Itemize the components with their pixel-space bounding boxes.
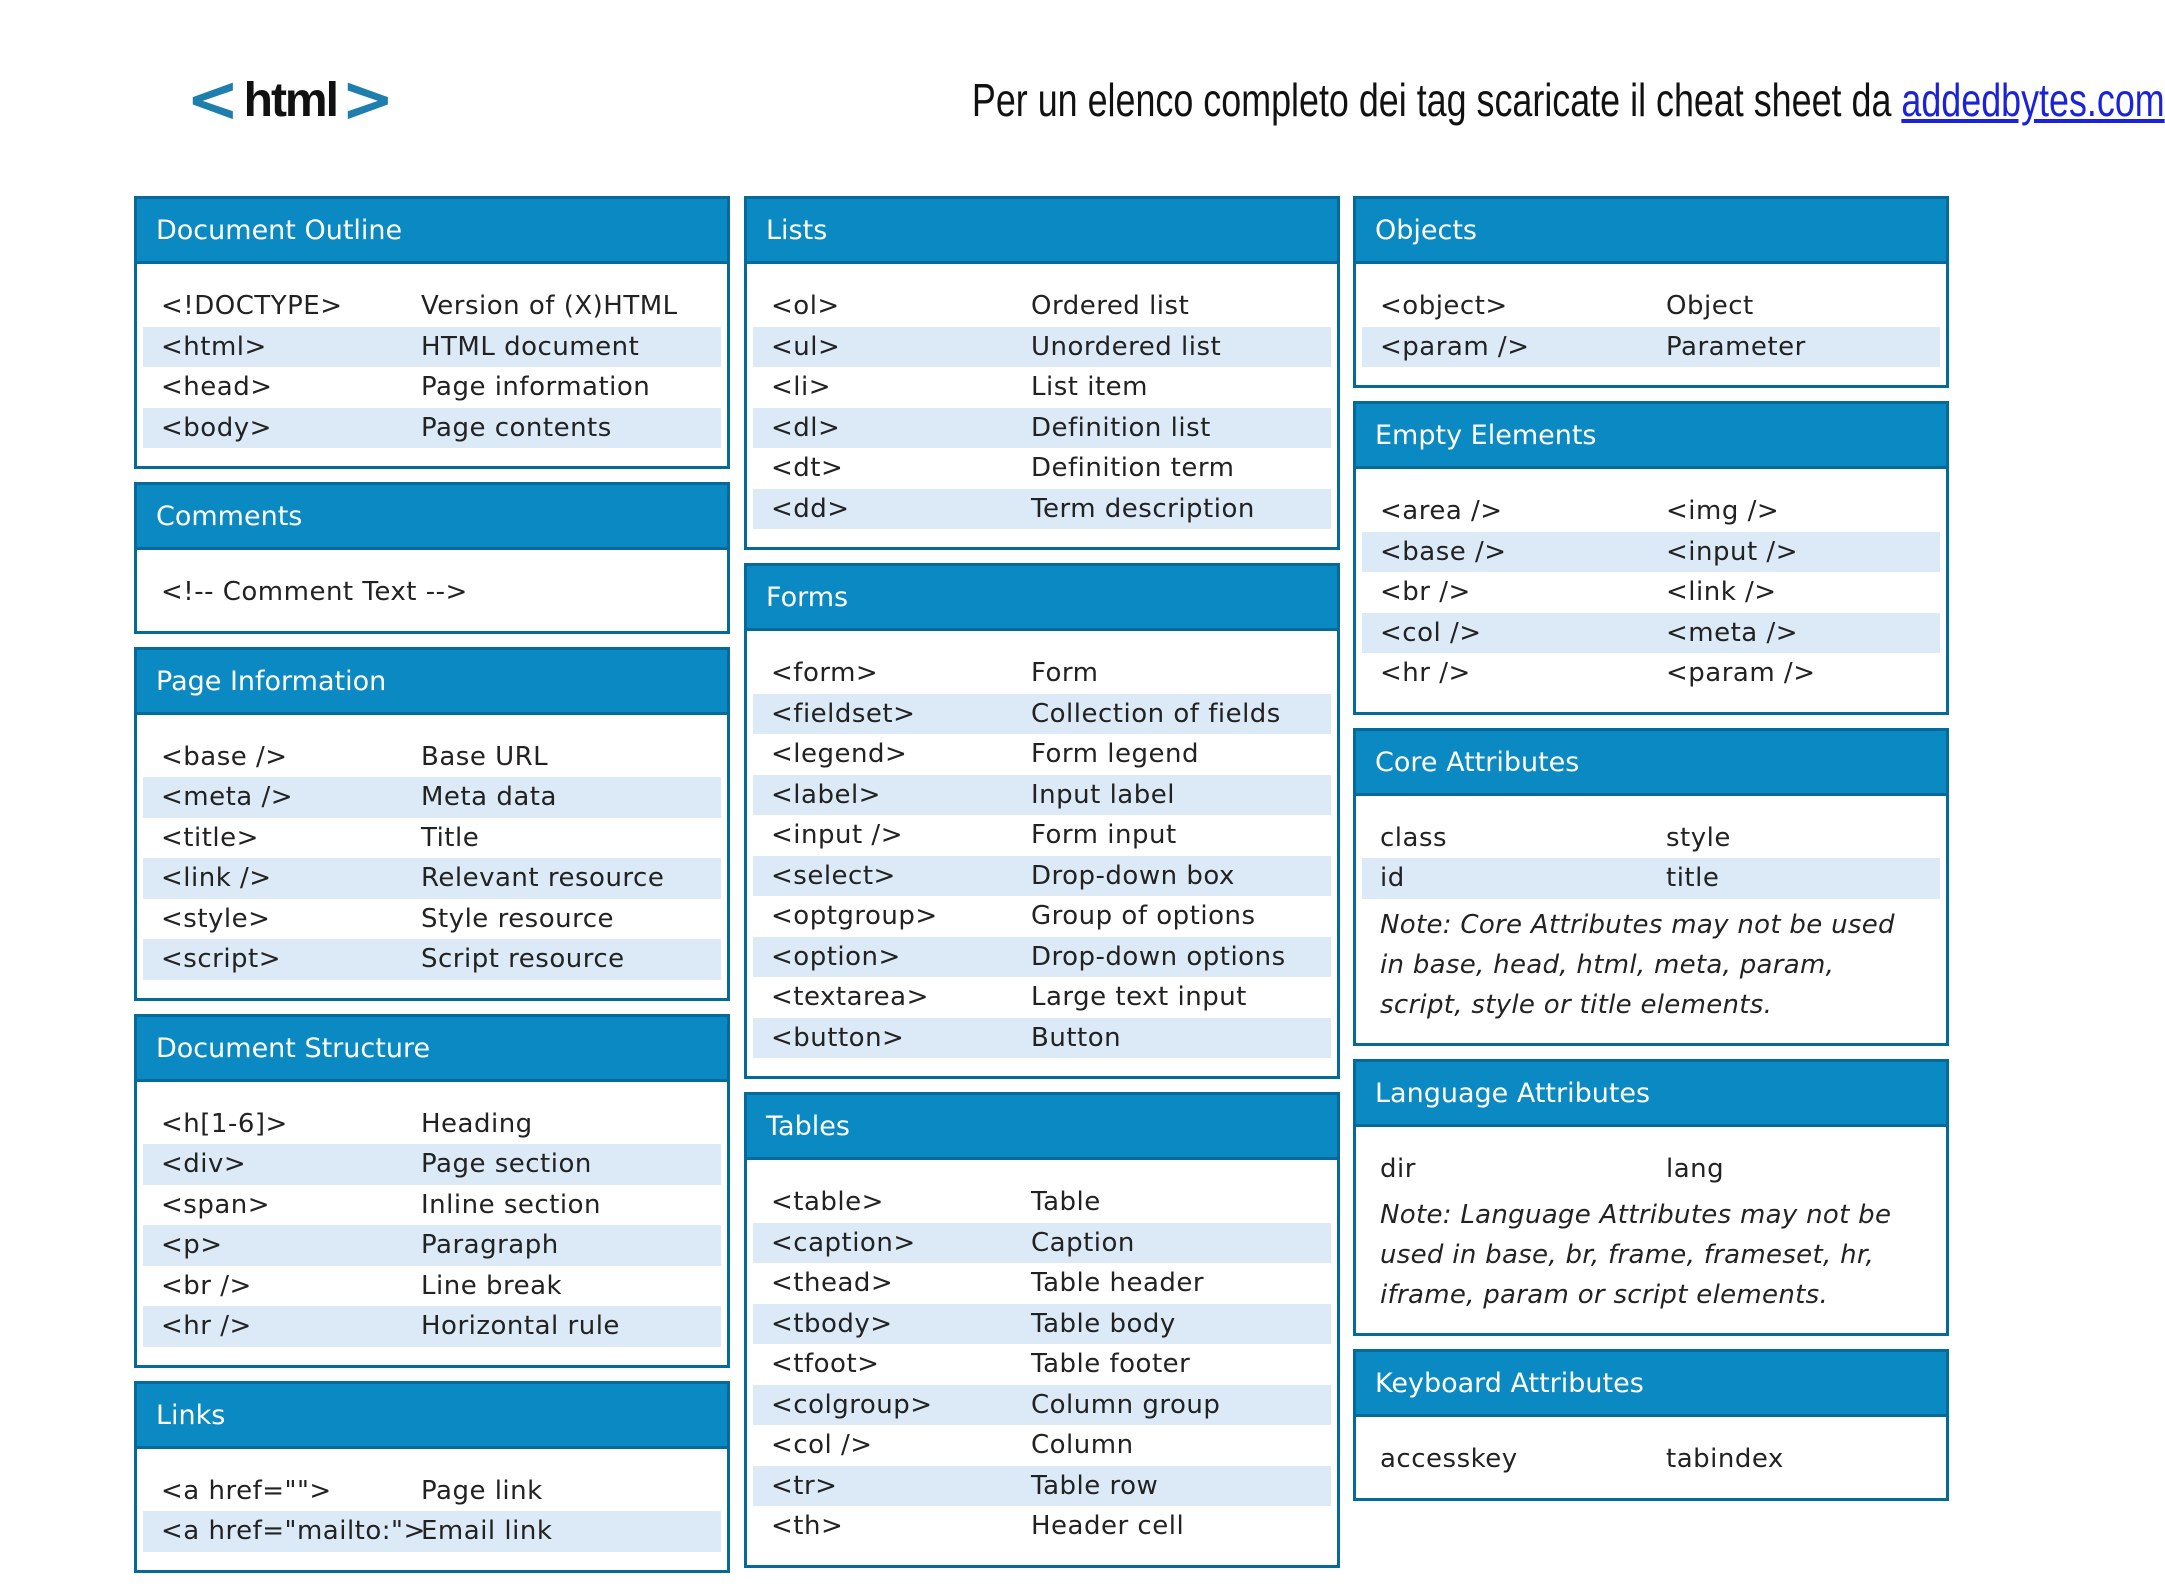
section-body — [137, 264, 727, 466]
description-cell: Title — [421, 822, 480, 853]
description-cell: style — [1666, 822, 1731, 853]
section-box — [1353, 196, 1949, 388]
tag-cell: <textarea> — [771, 982, 929, 1013]
table-row — [1362, 1439, 1940, 1480]
description-cell: Form legend — [1031, 739, 1199, 770]
table-row — [143, 777, 721, 818]
section-box — [134, 196, 730, 469]
table-row — [753, 1018, 1331, 1059]
description-cell: Unordered list — [1031, 331, 1222, 362]
tag-cell: <!-- Comment Text --> — [161, 577, 468, 608]
description-cell: Table — [1031, 1187, 1101, 1218]
table-row — [143, 1471, 721, 1512]
description-cell: Column group — [1031, 1389, 1221, 1420]
table-row — [143, 899, 721, 940]
table-row — [753, 1425, 1331, 1466]
tag-cell: <tfoot> — [771, 1349, 880, 1380]
logo-word: html — [243, 73, 337, 127]
description-cell: Heading — [421, 1108, 533, 1139]
description-cell: Line break — [421, 1270, 563, 1301]
column-2 — [744, 196, 1340, 1581]
section-title: Comments — [137, 485, 727, 550]
tag-cell: <head> — [161, 372, 273, 403]
table-row — [143, 1225, 721, 1266]
tag-cell: <select> — [771, 860, 896, 891]
description-cell: Email link — [421, 1516, 553, 1547]
tag-cell: <form> — [771, 658, 879, 689]
section-body — [1356, 796, 1946, 1043]
section-title: Document Outline — [137, 199, 727, 264]
table-row — [753, 856, 1331, 897]
description-cell: Definition list — [1031, 412, 1211, 443]
table-row — [143, 1104, 721, 1145]
table-row — [143, 286, 721, 327]
description-cell: Large text input — [1031, 982, 1247, 1013]
tag-cell: <col /> — [1380, 617, 1482, 648]
table-row — [143, 572, 721, 613]
section-box — [134, 647, 730, 1001]
table-row — [143, 858, 721, 899]
logo-right-bracket: > — [340, 63, 395, 137]
headline-text: Per un elenco completo dei tag scaricate il cheat sheet da — [971, 74, 1902, 126]
section-box — [1353, 1349, 1949, 1501]
description-cell: Relevant resource — [421, 863, 665, 894]
description-cell: Inline section — [421, 1189, 601, 1220]
description-cell: Horizontal rule — [421, 1311, 620, 1342]
tag-cell: <dd> — [771, 493, 850, 524]
section-body — [747, 1160, 1337, 1565]
tag-cell: class — [1380, 822, 1448, 853]
description-cell: Form — [1031, 658, 1099, 689]
tag-cell: <th> — [771, 1511, 844, 1542]
tag-cell: <br /> — [161, 1270, 252, 1301]
column-1 — [134, 196, 730, 1586]
section-body — [747, 264, 1337, 547]
section-title: Empty Elements — [1356, 404, 1946, 469]
description-cell: List item — [1031, 372, 1148, 403]
headline-link[interactable]: addedbytes.com — [1901, 74, 2165, 126]
tag-cell: <hr /> — [161, 1311, 252, 1342]
description-cell: Button — [1031, 1022, 1122, 1053]
table-row — [753, 694, 1331, 735]
tag-cell: <h[1-6]> — [161, 1108, 288, 1139]
tag-cell: <base /> — [1380, 536, 1507, 567]
tag-cell: <thead> — [771, 1268, 894, 1299]
section-body — [137, 1449, 727, 1570]
tag-cell: <base /> — [161, 741, 288, 772]
table-row — [1362, 858, 1940, 899]
description-cell: Table header — [1031, 1268, 1205, 1299]
section-title: Language Attributes — [1356, 1062, 1946, 1127]
table-row — [753, 1466, 1331, 1507]
tag-cell: id — [1380, 863, 1405, 894]
tag-cell: <colgroup> — [771, 1389, 933, 1420]
table-row — [753, 1182, 1331, 1223]
section-title: Core Attributes — [1356, 731, 1946, 796]
tag-cell: <a href="mailto:"> — [161, 1516, 426, 1547]
tag-cell: <param /> — [1380, 331, 1530, 362]
description-cell: <input /> — [1666, 536, 1798, 567]
description-cell: Page information — [421, 372, 651, 403]
description-cell: HTML document — [421, 331, 640, 362]
tag-cell: <fieldset> — [771, 698, 916, 729]
section-box — [744, 196, 1340, 550]
table-row — [753, 1263, 1331, 1304]
tag-cell: <input /> — [771, 820, 903, 851]
table-row — [1362, 653, 1940, 694]
section-box — [134, 482, 730, 634]
section-body — [137, 1082, 727, 1365]
tag-cell: <area /> — [1380, 496, 1503, 527]
tag-cell: <tbody> — [771, 1308, 893, 1339]
table-row — [753, 815, 1331, 856]
table-row — [1362, 532, 1940, 573]
section-box — [134, 1381, 730, 1573]
description-cell: Table body — [1031, 1308, 1176, 1339]
section-body — [1356, 469, 1946, 712]
tag-cell: <style> — [161, 903, 271, 934]
section-body — [1356, 1127, 1946, 1334]
description-cell: Script resource — [421, 944, 625, 975]
table-row — [1362, 613, 1940, 654]
description-cell: Collection of fields — [1031, 698, 1281, 729]
section-body — [1356, 1417, 1946, 1498]
tag-cell: <li> — [771, 372, 832, 403]
section-title: Forms — [747, 566, 1337, 631]
section-note: Note: Core Attributes may not be used in base, head, html, meta, param, script, style or title elements. — [1380, 909, 1895, 1020]
tag-cell: <table> — [771, 1187, 884, 1218]
table-row — [143, 1266, 721, 1307]
description-cell: Ordered list — [1031, 291, 1190, 322]
table-row — [753, 327, 1331, 368]
table-row — [753, 286, 1331, 327]
tag-cell: <tr> — [771, 1470, 838, 1501]
logo-left-bracket: < — [186, 63, 240, 137]
table-row — [753, 1223, 1331, 1264]
description-cell: Style resource — [421, 903, 615, 934]
tag-cell: <option> — [771, 941, 901, 972]
description-cell: Column — [1031, 1430, 1134, 1461]
section-title: Links — [137, 1384, 727, 1449]
tag-cell: <html> — [161, 331, 267, 362]
table-row — [143, 1144, 721, 1185]
description-cell: <link /> — [1666, 577, 1777, 608]
tag-cell: <p> — [161, 1230, 223, 1261]
headline — [971, 68, 2165, 132]
table-row — [753, 1304, 1331, 1345]
table-row — [143, 1185, 721, 1226]
tag-cell: <ul> — [771, 331, 841, 362]
tag-cell: accesskey — [1380, 1444, 1518, 1475]
section-box — [1353, 728, 1949, 1046]
tag-cell: <!DOCTYPE> — [161, 291, 343, 322]
section-title: Lists — [747, 199, 1337, 264]
table-row — [143, 1511, 721, 1552]
table-row — [1362, 572, 1940, 613]
table-row — [753, 775, 1331, 816]
table-row — [143, 408, 721, 449]
tag-cell: <br /> — [1380, 577, 1471, 608]
tag-cell: <title> — [161, 822, 259, 853]
section-title: Keyboard Attributes — [1356, 1352, 1946, 1417]
description-cell: Paragraph — [421, 1230, 559, 1261]
table-row — [753, 1344, 1331, 1385]
section-box — [1353, 1059, 1949, 1337]
description-cell: Form input — [1031, 820, 1177, 851]
description-cell: title — [1666, 863, 1720, 894]
tag-cell: <div> — [161, 1149, 247, 1180]
table-row — [1362, 1149, 1940, 1190]
tag-cell: <caption> — [771, 1227, 916, 1258]
table-row — [753, 1506, 1331, 1547]
column-3 — [1353, 196, 1949, 1514]
table-row — [753, 367, 1331, 408]
description-cell: <img /> — [1666, 496, 1780, 527]
description-cell: Page contents — [421, 412, 612, 443]
tag-cell: <span> — [161, 1189, 271, 1220]
section-box — [744, 1092, 1340, 1568]
description-cell: Definition term — [1031, 453, 1235, 484]
description-cell: Header cell — [1031, 1511, 1185, 1542]
section-box — [744, 563, 1340, 1079]
table-row — [753, 408, 1331, 449]
section-box — [1353, 401, 1949, 715]
description-cell: Drop-down options — [1031, 941, 1286, 972]
section-title: Objects — [1356, 199, 1946, 264]
description-cell: Input label — [1031, 779, 1175, 810]
section-body — [137, 550, 727, 631]
description-cell: Version of (X)HTML — [421, 291, 678, 322]
description-cell: Group of options — [1031, 901, 1256, 932]
description-cell: Object — [1666, 291, 1754, 322]
description-cell: Page section — [421, 1149, 592, 1180]
section-body — [747, 631, 1337, 1076]
section-title: Tables — [747, 1095, 1337, 1160]
description-cell: Table row — [1031, 1470, 1159, 1501]
description-cell: Caption — [1031, 1227, 1135, 1258]
description-cell: <param /> — [1666, 658, 1816, 689]
tag-cell: <optgroup> — [771, 901, 938, 932]
table-row — [753, 734, 1331, 775]
table-row — [143, 939, 721, 980]
table-row — [1362, 818, 1940, 859]
table-row — [753, 1385, 1331, 1426]
tag-cell: <hr /> — [1380, 658, 1471, 689]
section-title: Document Structure — [137, 1017, 727, 1082]
description-cell: Base URL — [421, 741, 549, 772]
table-row — [753, 653, 1331, 694]
tag-cell: <button> — [771, 1022, 905, 1053]
description-cell: tabindex — [1666, 1444, 1784, 1475]
tag-cell: <a href=""> — [161, 1475, 332, 1506]
table-row — [753, 448, 1331, 489]
tag-cell: <dt> — [771, 453, 844, 484]
table-row — [753, 896, 1331, 937]
tag-cell: dir — [1380, 1153, 1416, 1184]
table-row — [753, 977, 1331, 1018]
tag-cell: <ol> — [771, 291, 840, 322]
tag-cell: <script> — [161, 944, 282, 975]
tag-cell: <object> — [1380, 291, 1508, 322]
tag-cell: <dl> — [771, 412, 841, 443]
description-cell: Meta data — [421, 782, 557, 813]
table-row — [143, 818, 721, 859]
table-row — [1362, 327, 1940, 368]
section-note: Note: Language Attributes may not be used in base, br, frame, frameset, hr, iframe, param or script elements. — [1380, 1200, 1892, 1310]
section-title: Page Information — [137, 650, 727, 715]
table-row — [143, 737, 721, 778]
tag-cell: <col /> — [771, 1430, 873, 1461]
table-row — [753, 937, 1331, 978]
table-row — [1362, 491, 1940, 532]
section-box — [134, 1014, 730, 1368]
html-logo — [186, 63, 395, 137]
section-body — [1356, 264, 1946, 385]
tag-cell: <body> — [161, 412, 272, 443]
description-cell: Page link — [421, 1475, 543, 1506]
description-cell: Table footer — [1031, 1349, 1191, 1380]
section-body — [137, 715, 727, 998]
tag-cell: <legend> — [771, 739, 908, 770]
description-cell: Drop-down box — [1031, 860, 1235, 891]
table-row — [143, 327, 721, 368]
tag-cell: <label> — [771, 779, 881, 810]
table-row — [143, 1306, 721, 1347]
table-row — [1362, 286, 1940, 327]
table-row — [753, 489, 1331, 530]
description-cell: <meta /> — [1666, 617, 1799, 648]
description-cell: lang — [1666, 1153, 1725, 1184]
description-cell: Parameter — [1666, 331, 1806, 362]
tag-cell: <link /> — [161, 863, 272, 894]
table-row — [143, 367, 721, 408]
tag-cell: <meta /> — [161, 782, 294, 813]
description-cell: Term description — [1031, 493, 1255, 524]
